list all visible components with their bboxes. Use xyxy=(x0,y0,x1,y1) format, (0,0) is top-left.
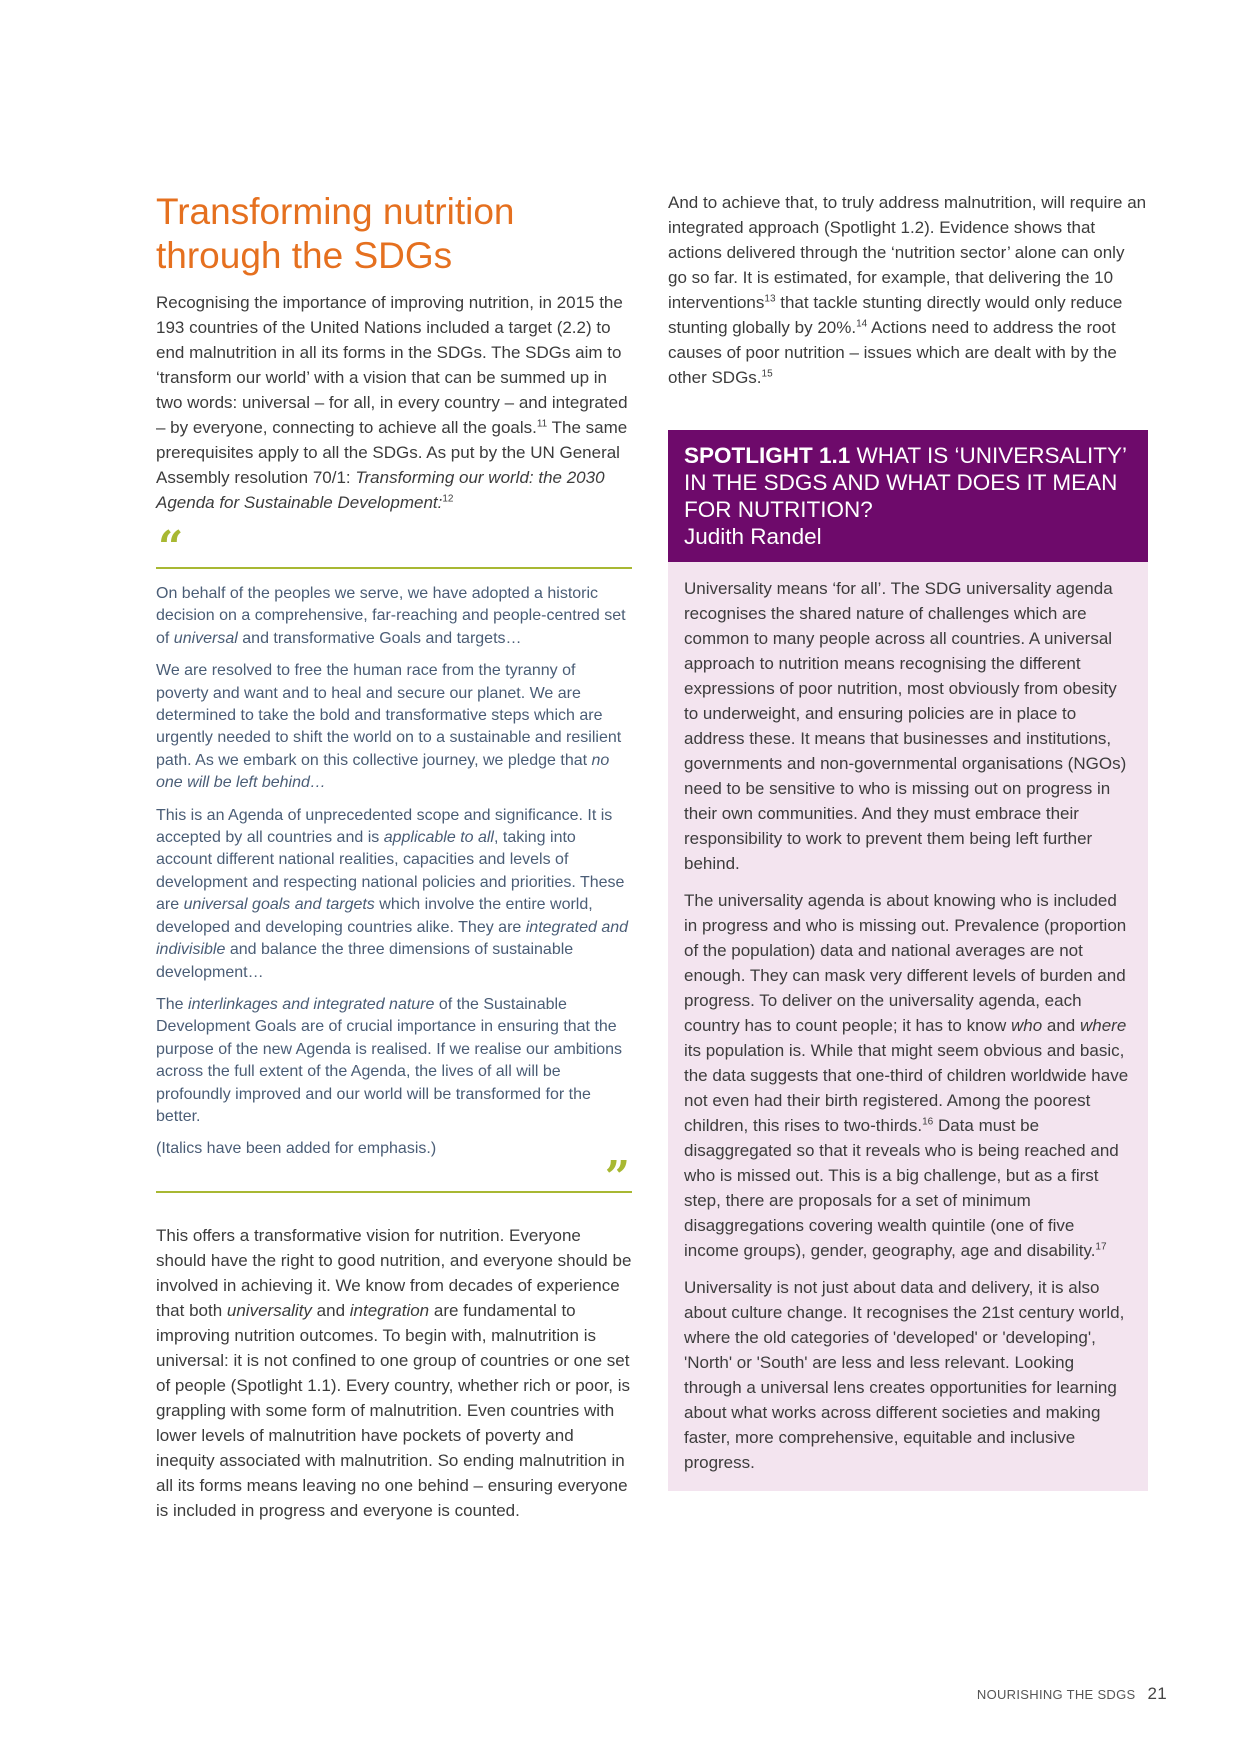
spotlight-label: SPOTLIGHT 1.1 xyxy=(684,443,851,468)
footnote-ref-16[interactable]: 16 xyxy=(922,1116,934,1128)
right-column xyxy=(668,190,1148,1491)
intro-text-1: Recognising the importance of improving nutrition, in 2015 the 193 countries of the United Nations included a target (2.2) to end malnutrition in all its forms in the SDGs. The SDGs aim to ‘transform our world’ with a vision that can be summed up in two words: universal – for all, in every country – and integrated – by everyone, connecting to achieve all the goals. xyxy=(156,293,628,437)
spotlight-paragraph-1: Universality means ‘for all’. The SDG universality agenda recognises the shared nature of challenges which are common to many people across all countries. A universal approach to nutrition means recognising the different expressions of poor nutrition, most obviously from obesity to underweight, and ensuring policies are in place to address these. It means that businesses and institutions, governments and non-governmental organisations (NGOs) need to be sensitive to who is missing out on progress in their own communities. And they must embrace their responsibility to work to prevent them being left further behind. xyxy=(684,579,1127,873)
quote-paragraph-2: We are resolved to free the human race from the tyranny of poverty and want and to heal and secure our planet. We are determined to take the bold and transformative steps which are urgently needed to shift the world on to a sustainable and resilient path. As we embark on this collective journey, we pledge that no one will be left behind… xyxy=(156,662,622,792)
article-title xyxy=(156,190,632,278)
intro-text-2: The same prerequisites apply to all the SDGs. As put by the UN General Assembly resolution 70/1: xyxy=(156,418,628,487)
article-title-line-1: Transforming nutrition xyxy=(156,191,515,232)
spotlight-body xyxy=(668,562,1148,1491)
footnote-ref-15[interactable]: 15 xyxy=(761,368,773,380)
intro-italic-title: Transforming our world: the 2030 Agenda for Sustainable Development: xyxy=(156,468,605,512)
left-column xyxy=(156,190,632,1523)
quote-emphasis-note: (Italics have been added for emphasis.) xyxy=(156,1140,437,1158)
quote-paragraph-1: On behalf of the peoples we serve, we have adopted a historic decision on a comprehensive, far-reaching and people-centred set of universal and transformative Goals and targets… xyxy=(156,585,626,647)
spotlight-heading: WHAT IS ‘UNIVERSALITY’ IN THE SDGS AND WHAT DOES IT MEAN FOR NUTRITION? xyxy=(684,443,1127,522)
quote-paragraph-4: The interlinkages and integrated nature of the Sustainable Development Goals are of crucial importance in ensuring that the purpose of the new Agenda is realised. If we realise our ambitions across the full extent of the Agenda, the lives of all will be profoundly improved and our world will be transformed for the better. xyxy=(156,995,623,1125)
footnote-ref-14[interactable]: 14 xyxy=(856,318,868,330)
page-number: 21 xyxy=(1147,1684,1167,1703)
quote-body xyxy=(156,569,632,1161)
running-title: NOURISHING THE SDGS xyxy=(976,1687,1136,1702)
closing-paragraph: This offers a transformative vision for nutrition. Everyone should have the right to good nutrition, and everyone should be involved in achieving it. We know from decades of experience that both universality and integration are fundamental to improving nutrition outcomes. To begin with, malnutrition is universal: it is not confined to one group of countries or one set of people (Spotlight 1.1). Every country, whether rich or poor, is grappling with some form of malnutrition. Even countries with lower levels of malnutrition have pockets of poverty and inequity associated with malnutrition. So ending malnutrition in all its forms means leaving no one behind – ensuring everyone is included in progress and everyone is counted. xyxy=(156,1225,632,1520)
footnote-ref-11[interactable]: 11 xyxy=(536,418,548,430)
open-quote-icon: “ xyxy=(158,522,184,573)
spotlight-paragraph-2: The universality agenda is about knowing who is included in progress and who is missing out. Prevalence (proportion of the population) data and national averages are not enough. They can mask very different levels of burden and progress. To deliver on the universality agenda, each country has to count people; it has to know who and where its population is. While that might seem obvious and basic, the data suggests that one-third of children worldwide have not even had their birth registered. Among the poorest children, this rises to two-thirds.$^{16}$ Data must be disaggregated so that it reveals who is being reached and who is missed out. This is a big challenge, but as a first step, there are proposals for a set of minimum disaggregations covering wealth quintile (one of five income groups), gender, geography, age and disability.$^{17}$ xyxy=(684,891,1129,1260)
un-resolution-quote xyxy=(156,522,632,1203)
spotlight-paragraph-3: Universality is not just about data and delivery, it is also about culture change. It recognises the 21st century world, where the old categories of 'developed' or 'developing', 'North' or 'South' are less and less relevant. Looking through a universal lens creates opportunities for learning about what works across different societies and making faster, more comprehensive, equitable and inclusive progress. xyxy=(684,1278,1125,1472)
quote-bottom-divider xyxy=(156,1191,632,1193)
footnote-ref-12[interactable]: 12 xyxy=(442,493,454,505)
footnote-ref-13[interactable]: 13 xyxy=(764,293,776,305)
spotlight-header xyxy=(668,430,1148,562)
article-title-line-2: through the SDGs xyxy=(156,235,453,276)
spotlight-author: Judith Randel xyxy=(684,524,822,549)
page-footer xyxy=(977,1684,1167,1704)
close-quote-icon: ” xyxy=(604,1151,630,1203)
quote-paragraph-3: This is an Agenda of unprecedented scope and significance. It is accepted by all countries and is applicable to all, taking into account different national realities, capacities and levels of development and respecting national policies and priorities. These are universal goals and targets which involve the entire world, developed and developing countries alike. They are integrated and indivisible and balance the three dimensions of sustainable development… xyxy=(156,806,629,981)
intro-paragraph xyxy=(156,290,632,515)
integration-paragraph: And to achieve that, to truly address malnutrition, will require an integrated approach (Spotlight 1.2). Evidence shows that actions delivered through the ‘nutrition sector’ alone can only go so far. It is estimated, for example, that delivering the 10 interventions$^{13}$ that tackle stunting directly would only reduce stunting globally by 20%.$^{14}$ Actions need to address the root causes of poor nutrition – issues which are dealt with by the other SDGs.$^{15}$ xyxy=(668,193,1147,387)
footnote-ref-17[interactable]: 17 xyxy=(1095,1241,1107,1253)
